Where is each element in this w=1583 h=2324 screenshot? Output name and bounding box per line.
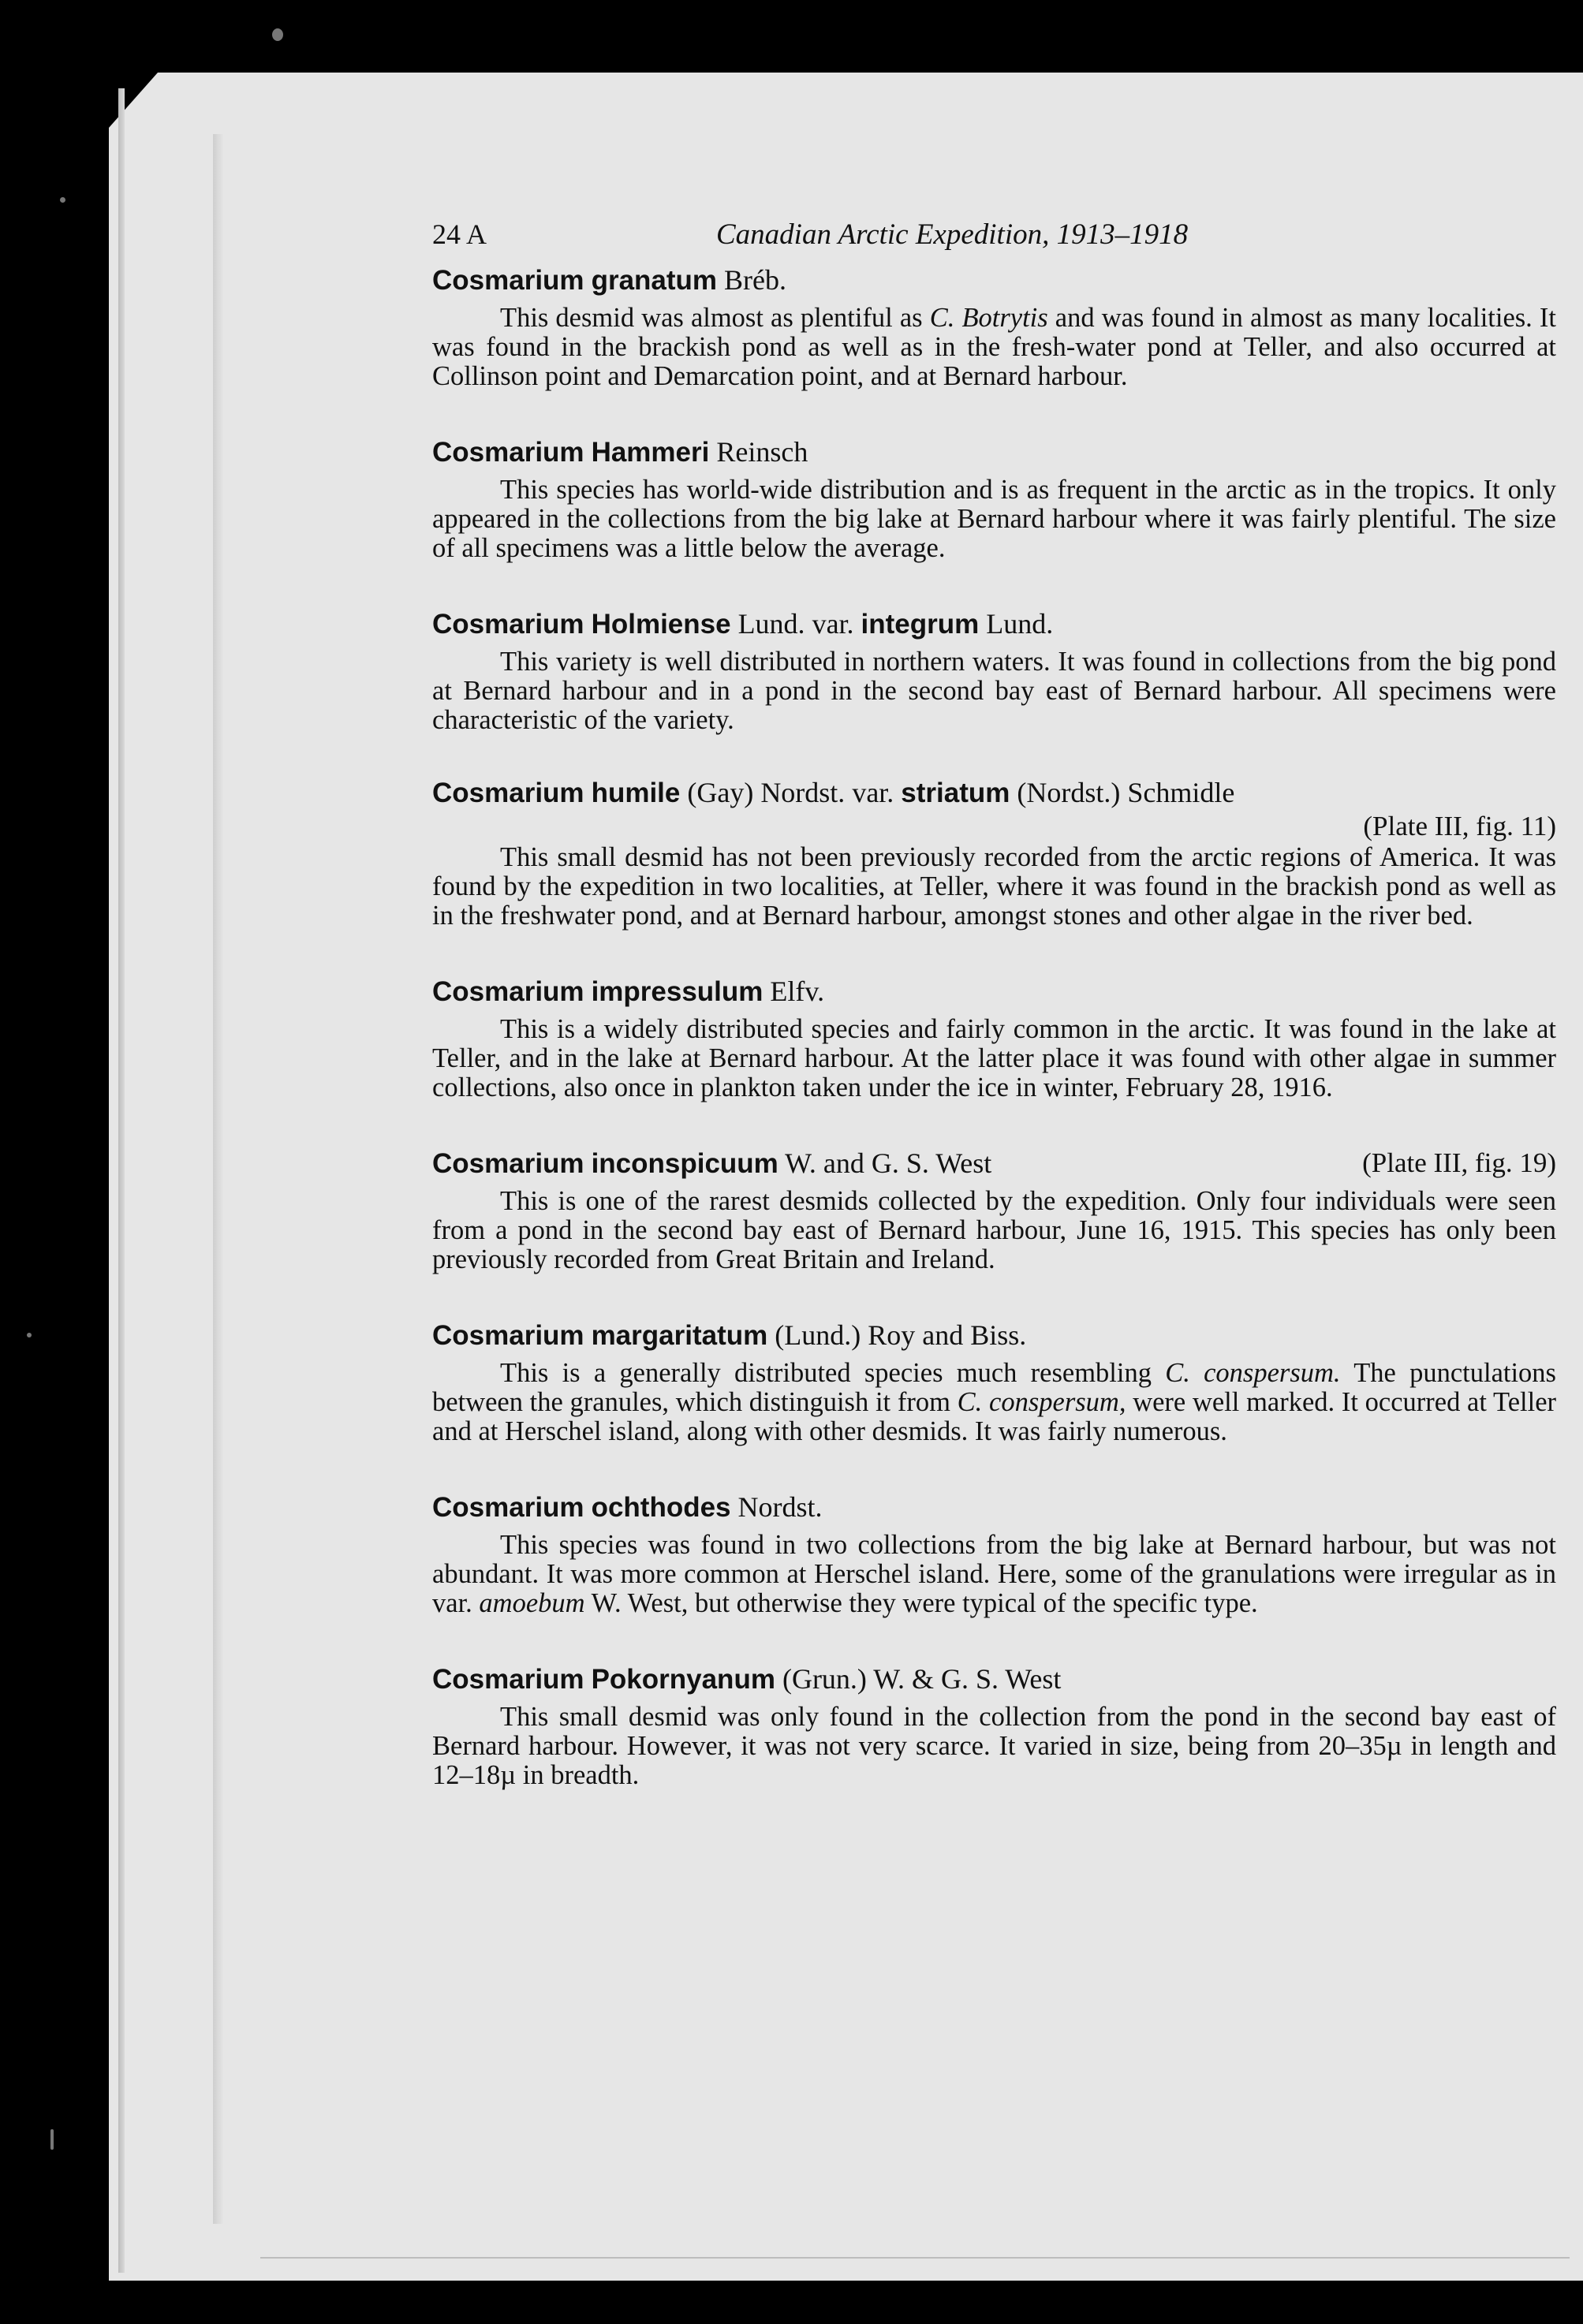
- italic-text: C. Botrytis: [929, 303, 1048, 333]
- genus-name: Cosmarium: [432, 778, 584, 808]
- entry-paragraph: [432, 1359, 1556, 1446]
- authority: Reinsch: [716, 436, 808, 468]
- species-name: margaritatum: [591, 1320, 768, 1351]
- authority: Nordst.: [737, 1491, 823, 1523]
- genus-name: Cosmarium: [432, 1148, 584, 1179]
- page-content: [432, 218, 1556, 1790]
- genus-name: Cosmarium: [432, 609, 584, 640]
- italic-text: C. conspersum.: [1165, 1358, 1341, 1388]
- species-name: Pokornyanum: [591, 1664, 775, 1695]
- genus-name: Cosmarium: [432, 976, 584, 1007]
- species-name: humile: [591, 778, 681, 808]
- text-run: This small desmid has not been previously recorded from the arctic regions of America. It was found by the expedition in two localities, at Teller, where it was found in the brackish pond as well as in the freshwater pond, and at Bernard harbour, amongst stones and other algae in the river bed.: [432, 842, 1556, 931]
- authority: (Gay) Nordst.: [687, 777, 846, 808]
- variety-authority: Lund.: [986, 608, 1054, 640]
- species-name: impressulum: [591, 976, 763, 1007]
- species-entry: [432, 1317, 1556, 1446]
- species-name: granatum: [591, 265, 718, 296]
- text-run: were well marked. It occurred at Teller and at Herschel island, along with other desmids. It was fairly numerous.: [432, 1387, 1557, 1446]
- authority: W. and G. S. West: [785, 1147, 992, 1179]
- entry-paragraph: [432, 1531, 1556, 1618]
- species-name: Holmiense: [591, 609, 731, 640]
- text-run: and was found in almost as many localities. It was found in the brackish pond as well as in the fresh-water pond at Teller, and also occurred at Collinson point and Demarcation point, and at Bernard harbour.: [432, 303, 1556, 391]
- scan-speck: [60, 197, 65, 203]
- entry-paragraph: [432, 647, 1556, 735]
- authority: (Grun.) W. & G. S. West: [782, 1663, 1062, 1695]
- text-run: This is a generally distributed species much resembling: [500, 1358, 1166, 1388]
- species-entry: [432, 1661, 1556, 1790]
- authority: Lund.: [737, 608, 805, 640]
- species-heading: [432, 1145, 1556, 1182]
- species-entry: [432, 1489, 1556, 1618]
- running-title: Canadian Arctic Expedition, 1913–1918: [716, 218, 1189, 251]
- entry-paragraph: [432, 1187, 1556, 1274]
- text-run: This species has world-wide distribution and is as frequent in the arctic as in the tropics. It only appeared in the collections from the big lake at Bernard harbour where it was fairly plentiful. The size of all specimens was a little below the average.: [432, 475, 1556, 563]
- variety-authority: (Nordst.) Schmidle: [1017, 777, 1235, 808]
- variety-prefix: var.: [812, 608, 854, 640]
- genus-name: Cosmarium: [432, 1320, 584, 1351]
- scan-speck: [27, 1333, 32, 1337]
- variety-name: integrum: [861, 609, 980, 640]
- text-run: This small desmid was only found in the collection from the pond in the second bay east of Bernard harbour. However, it was not very scarce. It varied in size, being from 20–35µ in length and 12–18µ in breadth.: [432, 1702, 1556, 1790]
- species-heading: [432, 1661, 1556, 1698]
- authority: Bréb.: [724, 264, 787, 296]
- species-entry: [432, 434, 1556, 563]
- species-heading: [432, 1317, 1556, 1354]
- entry-paragraph: [432, 1015, 1556, 1102]
- variety-prefix: var.: [852, 777, 894, 808]
- species-name: ochthodes: [591, 1492, 731, 1523]
- text-run: The punctulations between the granules, which distinguish it from: [432, 1358, 1556, 1417]
- genus-name: Cosmarium: [432, 437, 584, 468]
- plate-reference: (Plate III, fig. 11): [1363, 811, 1556, 841]
- italic-text: amoebum: [479, 1588, 585, 1618]
- genus-name: Cosmarium: [432, 1492, 584, 1523]
- text-run: This is one of the rarest desmids collected by the expedition. Only four individuals were seen from a pond in the second bay east of Bernard harbour, June 16, 1915. This species has only been previously recorded from Great Britain and Ireland.: [432, 1186, 1556, 1274]
- species-entry: [432, 1145, 1556, 1274]
- authority: (Lund.) Roy and Biss.: [775, 1319, 1027, 1351]
- text-run: This is a widely distributed species and fairly common in the arctic. It was found in the lake at Teller, and in the lake at Bernard harbour. At the latter place it was found with other algae in summer collections, also once in plankton taken under the ice in winter, February 28, 1916.: [432, 1014, 1556, 1102]
- binding-shadow: [213, 134, 224, 2224]
- page-number: 24 A: [432, 218, 487, 250]
- authority: Elfv.: [770, 975, 825, 1007]
- species-heading: [432, 262, 1556, 299]
- species-name: inconspicuum: [591, 1148, 778, 1179]
- entry-paragraph: [432, 304, 1556, 391]
- species-heading: [432, 606, 1556, 643]
- scan-speck: [272, 28, 283, 41]
- text-run: This desmid was almost as plentiful as: [500, 303, 930, 333]
- scan-speck: [50, 2129, 54, 2150]
- species-name: Hammeri: [591, 437, 710, 468]
- plate-reference: (Plate III, fig. 19): [1362, 1147, 1556, 1178]
- species-heading: [432, 434, 1556, 471]
- species-entry: [432, 774, 1556, 931]
- species-heading: [432, 774, 1556, 811]
- species-heading: [432, 973, 1556, 1010]
- genus-name: Cosmarium: [432, 265, 584, 296]
- text-run: This variety is well distributed in northern waters. It was found in collections from the big pond at Bernard harbour and in a pond in the second bay east of Bernard harbour. All specimens were characteristic of the variety.: [432, 647, 1556, 735]
- entry-paragraph: [432, 476, 1556, 563]
- variety-name: striatum: [901, 778, 1010, 808]
- entry-paragraph: [432, 843, 1556, 931]
- text-run: W. West, but otherwise they were typical of the specific type.: [584, 1588, 1258, 1618]
- genus-name: Cosmarium: [432, 1664, 584, 1695]
- running-head: [432, 218, 1556, 257]
- italic-text: C. conspersum,: [957, 1387, 1126, 1417]
- species-heading: [432, 1489, 1556, 1526]
- species-entry: [432, 606, 1556, 735]
- entry-paragraph: [432, 1703, 1556, 1790]
- page-bottom-edge: [260, 2257, 1570, 2259]
- text-run: This species was found in two collections from the big lake at Bernard harbour, but was not abundant. It was more common at Herschel island. Here, some of the granulations were irregular as in var.: [432, 1530, 1556, 1618]
- species-entry: [432, 262, 1556, 391]
- page-edge: [118, 88, 125, 2273]
- species-entry: [432, 973, 1556, 1102]
